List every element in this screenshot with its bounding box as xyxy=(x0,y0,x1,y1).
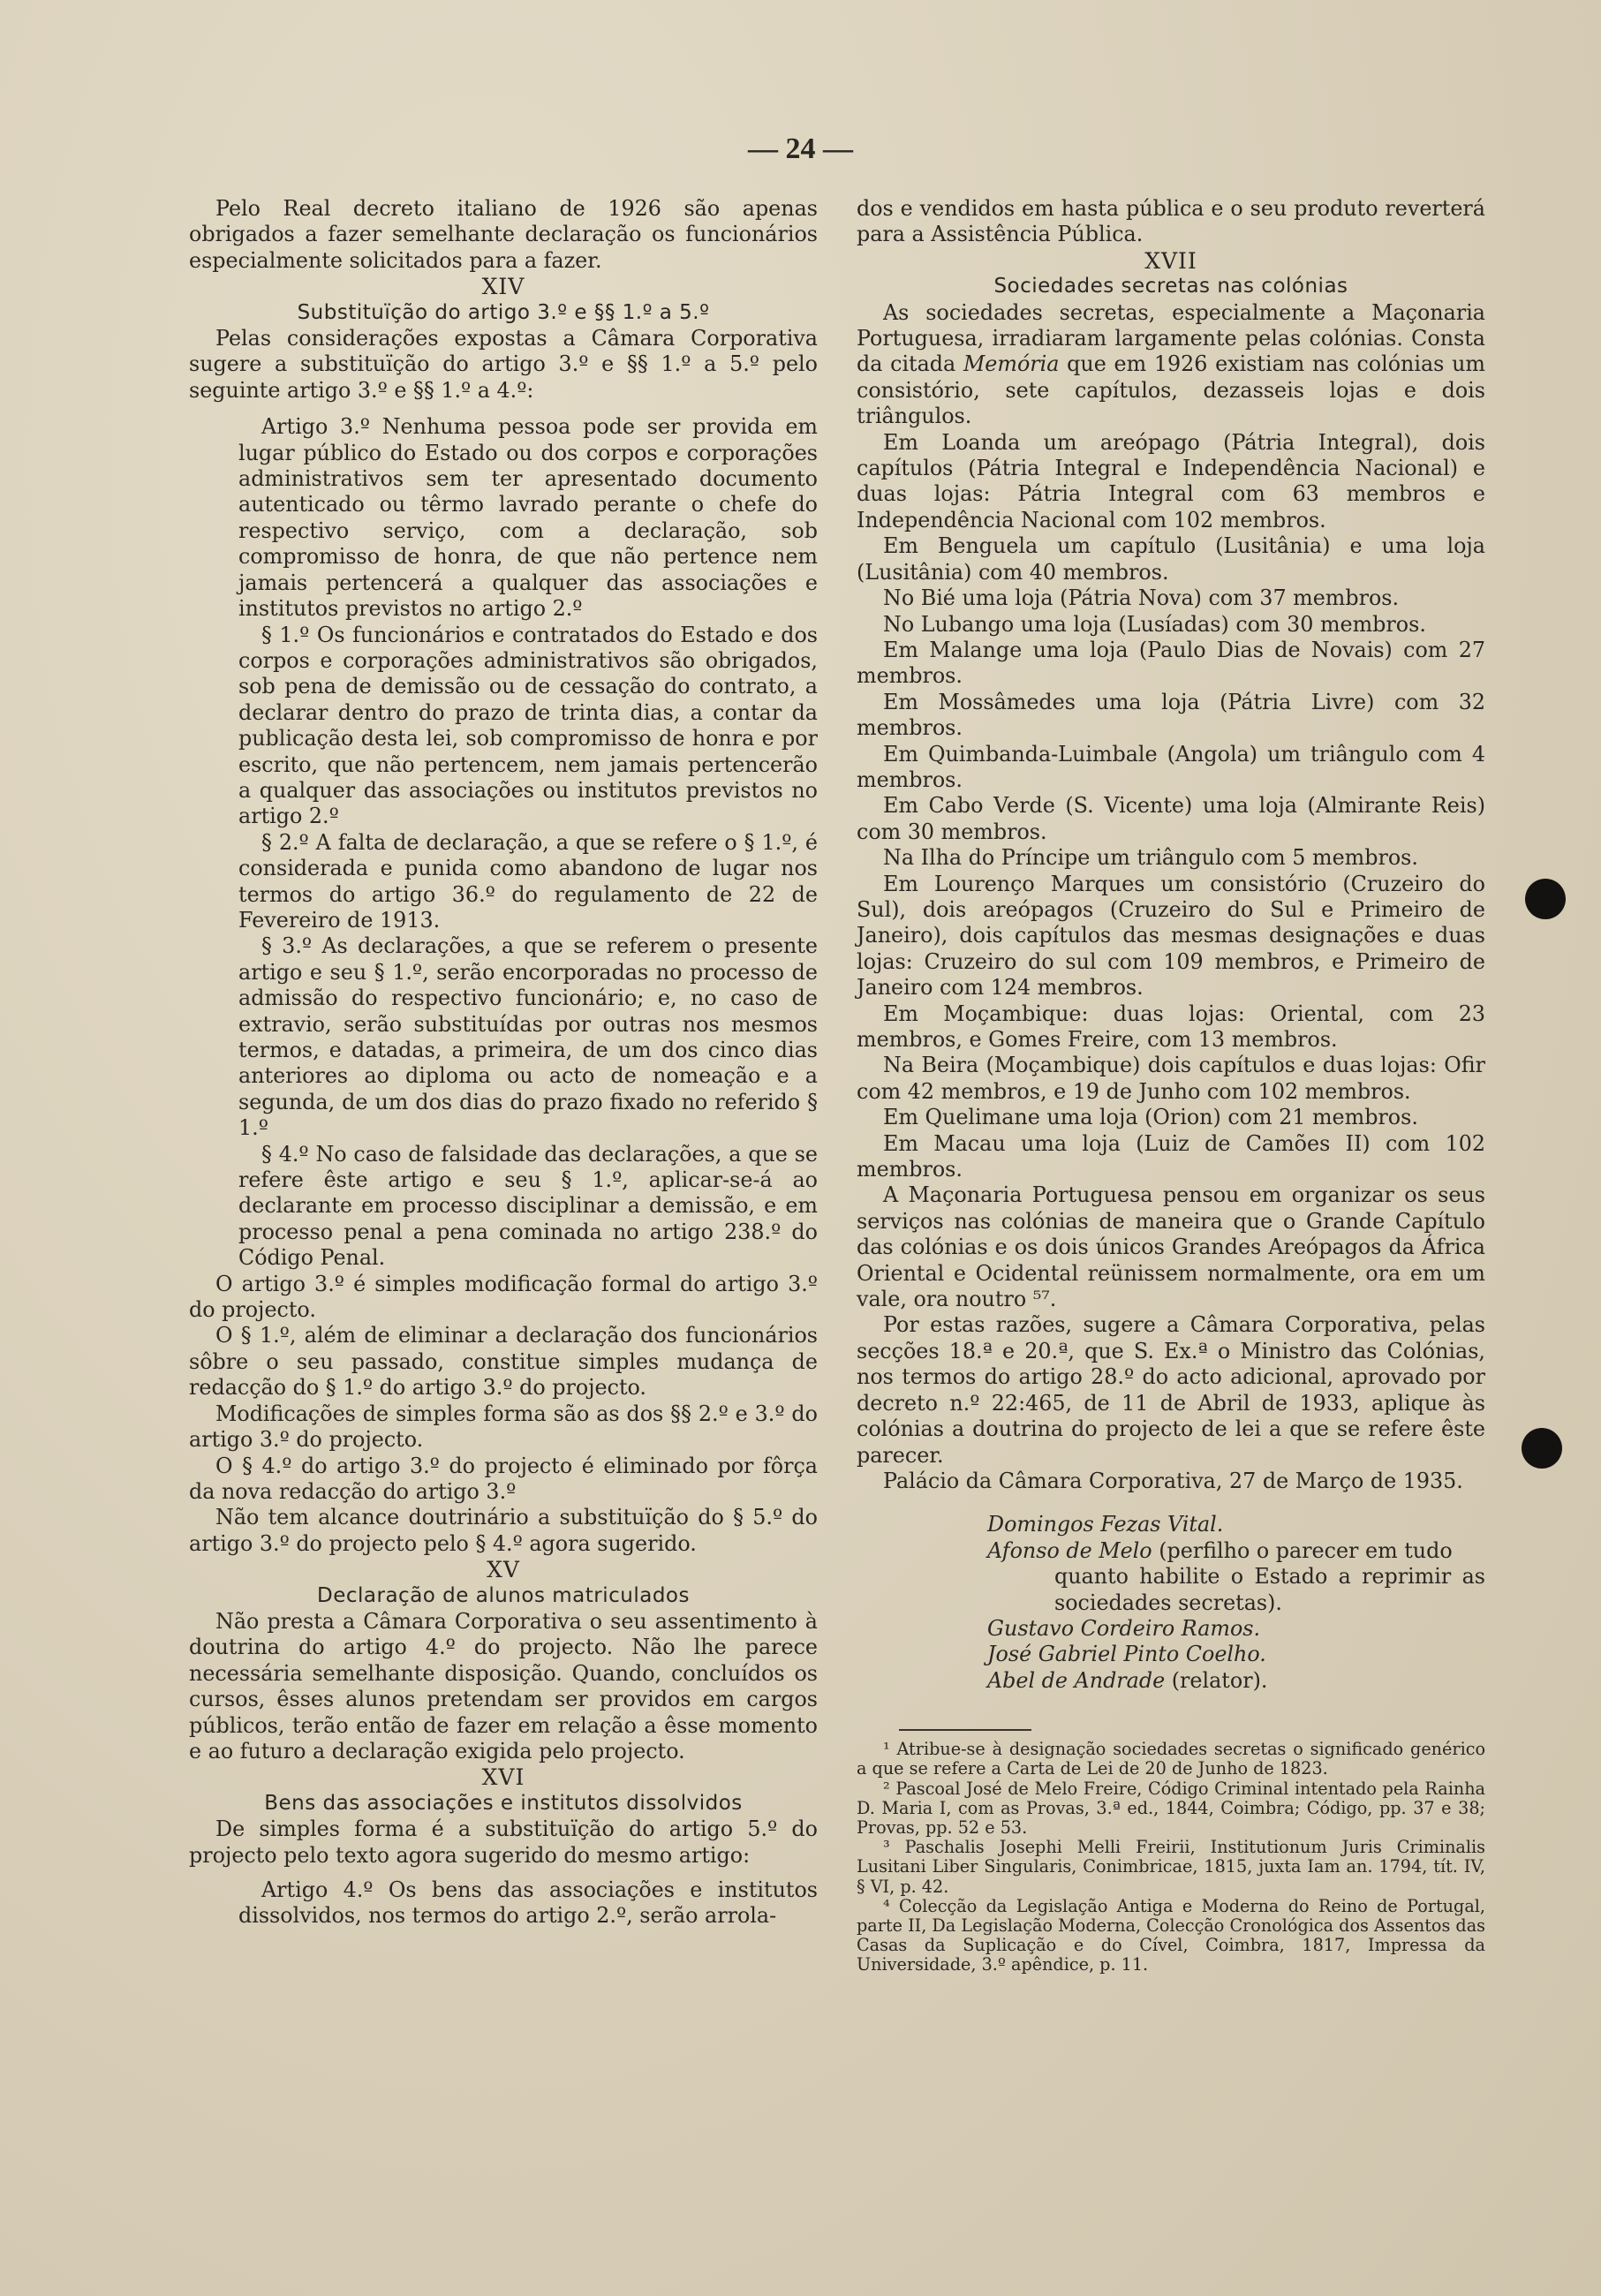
signature: Domingos Fezas Vital. xyxy=(987,1512,1224,1537)
signature xyxy=(987,1538,1485,1564)
paragraph: dos e vendidos em hasta pública e o seu produto reverterá para a Assistência Pública. xyxy=(857,196,1485,247)
text: que em 1926 existiam nas colónias um consistório, sete capítulos, dezasseis lojas e dois triângulos. xyxy=(857,351,1485,429)
paragraph: Não presta a Câmara Corporativa o seu assentimento à doutrina do artigo 4.º do projecto. Não lhe parece necessária semelhante disposição. Quando, concluídos os cursos, êsses alunos pretendam ser providos em cargos públicos, terão então de fazer em relação a êsse momento e ao futuro a declaração exigida pelo projecto. xyxy=(189,1608,818,1764)
left-column xyxy=(189,196,818,1930)
paragraph: De simples forma é a substituïção do artigo 5.º do projecto pelo texto agora sugerido do mesmo artigo: xyxy=(189,1816,818,1868)
signature: Gustavo Cordeiro Ramos. xyxy=(987,1615,1261,1641)
article-text: Artigo 3.º Nenhuma pessoa pode ser provida em lugar público do Estado ou dos corpos e corporações administrativos sem ter apresentado documento autenticado ou têrmo lavrado perante o chefe do respectivo serviço, com a declaração, sob compromisso de honra, de que não pertence nem jamais pertencerá a qualquer das associações e institutos previstos no artigo 2.º xyxy=(238,414,818,622)
signatures xyxy=(857,1512,1485,1694)
footnote: ⁴ Colecção da Legislação Antiga e Moderna do Reino de Portugal, parte II, Da Legislação Moderna, Colecção Cronológica dos Assentos das Casas da Suplicação e do Cível, Coimbra, 1817, Impressa da Universidade, 3.º apêndice, p. 11. xyxy=(857,1895,1485,1975)
signature xyxy=(987,1668,1485,1694)
footnote: ³ Paschalis Josephi Melli Freirii, Institutionum Juris Criminalis Lusitani Liber Singularis, Conimbricae, 1815, juxta Iam an. 1794, tít. IV, § VI, p. 42. xyxy=(857,1837,1485,1897)
paragraph: O artigo 3.º é simples modificação formal do artigo 3.º do projecto. xyxy=(189,1271,818,1323)
paragraph: Em Malange uma loja (Paulo Dias de Novais) com 27 membros. xyxy=(857,637,1485,689)
emphasis: Memória xyxy=(963,351,1060,377)
section-number: XVII xyxy=(1144,247,1197,274)
footnote: ² Pascoal José de Melo Freire, Código Criminal intentado pela Rainha D. Maria I, com as Provas, 3.ª ed., 1844, Coimbra; Código, pp. 37 e 38; Provas, pp. 52 e 53. xyxy=(857,1778,1485,1838)
paragraph: Em Quimbanda-Luimbale (Angola) um triângulo com 4 membros. xyxy=(857,741,1485,792)
signature-note-continued: quanto habilite o Estado a reprimir as sociedades secretas). xyxy=(1054,1564,1485,1615)
section-title: Substituïção do artigo 3.º e §§ 1.º a 5.º xyxy=(297,300,710,324)
signature-note: (perfilho o parecer em tudo xyxy=(1159,1537,1453,1563)
binding-hole xyxy=(1525,879,1566,919)
paragraph: Em Quelimane uma loja (Orion) com 21 membros. xyxy=(883,1105,1418,1130)
article-paragraph: § 4.º No caso de falsidade das declarações, a que se refere êste artigo e seu § 1.º, aplicar-se-á ao declarante em processo disciplinar a demissão, e em processo penal a pena cominada no artigo 238.º do Código Penal. xyxy=(238,1141,818,1271)
signature: José Gabriel Pinto Coelho. xyxy=(987,1642,1266,1667)
paragraph: No Lubango uma loja (Lusíadas) com 30 membros. xyxy=(883,611,1426,637)
paragraph: Na Ilha do Príncipe um triângulo com 5 membros. xyxy=(883,845,1418,871)
paragraph: Modificações de simples forma são as dos §§ 2.º e 3.º do artigo 3.º do projecto. xyxy=(189,1401,818,1453)
section-title: Declaração de alunos matriculados xyxy=(317,1583,690,1607)
article-text: Artigo 4.º Os bens das associações e institutos dissolvidos, nos termos do artigo 2.º, serão arrola- xyxy=(238,1877,818,1929)
paragraph: Em Mossâmedes uma loja (Pátria Livre) com 32 membros. xyxy=(857,689,1485,741)
paragraph: Em Moçambique: duas lojas: Oriental, com 23 membros, e Gomes Freire, com 13 membros. xyxy=(857,1001,1485,1052)
paragraph: Pelas considerações expostas a Câmara Corporativa sugere a substituïção do artigo 3.º e §§ 1.º a 5.º pelo seguinte artigo 3.º e §§ 1.º a 4.º: xyxy=(189,326,818,403)
paragraph: A Maçonaria Portuguesa pensou em organizar os seus serviços nas colónias de maneira que o Grande Capítulo das colónias e os dois únicos Grandes Areópagos da África Oriental e Ocidental reünissem normalmente, ora em um vale, ora noutro ⁵⁷. xyxy=(857,1182,1485,1312)
paragraph: No Bié uma loja (Pátria Nova) com 37 membros. xyxy=(883,585,1400,611)
right-column xyxy=(857,196,1485,1975)
paragraph: Não tem alcance doutrinário a substituïção do § 5.º do artigo 3.º do projecto pelo § 4.º agora sugerido. xyxy=(189,1505,818,1556)
footnote: ¹ Atribue-se à designação sociedades secretas o significado genérico a que se refere a Carta de Lei de 20 de Junho de 1823. xyxy=(857,1739,1485,1779)
section-number: XV xyxy=(487,1557,520,1583)
text: As sociedades secretas, especialmente a Maçonaria Portuguesa, irradiaram largamente pelas colónias. Consta da citada xyxy=(857,299,1485,377)
paragraph: Pelo Real decreto italiano de 1926 são apenas obrigados a fazer semelhante declaração os funcionários especialmente solicitados para a fazer. xyxy=(189,196,818,273)
signature-note: (relator). xyxy=(1171,1667,1268,1693)
paragraph: Em Benguela um capítulo (Lusitânia) e uma loja (Lusitânia) com 40 membros. xyxy=(857,533,1485,585)
footnotes xyxy=(857,1740,1485,1975)
paragraph: Na Beira (Moçambique) dois capítulos e duas lojas: Ofir com 42 membros, e 19 de Junho com 102 membros. xyxy=(857,1053,1485,1104)
paragraph: Por estas razões, sugere a Câmara Corporativa, pelas secções 18.ª e 20.ª, que S. Ex.ª o Ministro das Colónias, nos termos do artigo 28.º do acto adicional, aprovado por decreto n.º 22:465, de 11 de Abril de 1933, aplique às colónias a doutrina do projecto de lei a que se refere êste parecer. xyxy=(857,1312,1485,1468)
paragraph: Em Lourenço Marques um consistório (Cruzeiro do Sul), dois areópagos (Cruzeiro do Sul e Primeiro de Janeiro), dois capítulos das mesmas designações e duas lojas: Cruzeiro do sul com 109 membros, e Primeiro de Janeiro com 124 membros. xyxy=(857,871,1485,1001)
article-paragraph: § 2.º A falta de declaração, a que se refere o § 1.º, é considerada e punida como abandono de lugar nos termos do artigo 36.º do regulamento de 22 de Fevereiro de 1913. xyxy=(238,829,818,933)
paragraph: Em Cabo Verde (S. Vicente) uma loja (Almirante Reis) com 30 membros. xyxy=(857,793,1485,844)
section-number: XVI xyxy=(481,1764,525,1791)
article-paragraph: § 3.º As declarações, a que se referem o presente artigo e seu § 1.º, serão encorporadas no processo de admissão do respectivo funcionário; e, no caso de extravio, serão substituídas por outras nos mesmos termos, e datadas, a primeira, de um dos cinco dias anteriores ao diploma ou acto de nomeação e a segunda, de um dos dias do prazo fixado no referido § 1.º xyxy=(238,933,818,1141)
footnote-rule xyxy=(899,1729,1031,1731)
section-title: Bens das associações e institutos dissolvidos xyxy=(264,1791,743,1815)
paragraph: O § 1.º, além de eliminar a declaração dos funcionários sôbre o seu passado, constitue simples mudança de redacção do § 1.º do artigo 3.º do projecto. xyxy=(189,1323,818,1401)
signature-name: Abel de Andrade xyxy=(987,1667,1166,1693)
paragraph: Em Macau uma loja (Luiz de Camões II) com 102 membros. xyxy=(857,1130,1485,1182)
article-paragraph: § 1.º Os funcionários e contratados do Estado e dos corpos e corporações administrativos são obrigados, sob pena de demissão ou de cessação do contrato, a declarar dentro do prazo de trinta dias, a contar da publicação desta lei, sob compromisso de honra e por escrito, que não pertencem, nem jamais pertencerão a qualquer das associações ou institutos previstos no artigo 2.º xyxy=(238,622,818,829)
section-title: Sociedades secretas nas colónias xyxy=(993,275,1348,298)
date-line: Palácio da Câmara Corporativa, 27 de Março de 1935. xyxy=(883,1468,1463,1493)
paragraph xyxy=(857,300,1485,430)
section-number: XIV xyxy=(481,274,525,300)
binding-hole xyxy=(1522,1428,1562,1469)
paragraph: Em Loanda um areópago (Pátria Integral), dois capítulos (Pátria Integral e Independência Nacional) e duas lojas: Pátria Integral com 63 membros e Independência Nacional com 102 membros. xyxy=(857,429,1485,532)
paragraph: O § 4.º do artigo 3.º do projecto é eliminado por fôrça da nova redacção do artigo 3.º xyxy=(189,1453,818,1504)
signature-name: Afonso de Melo xyxy=(987,1537,1152,1563)
page-number: — 24 — xyxy=(748,132,853,165)
